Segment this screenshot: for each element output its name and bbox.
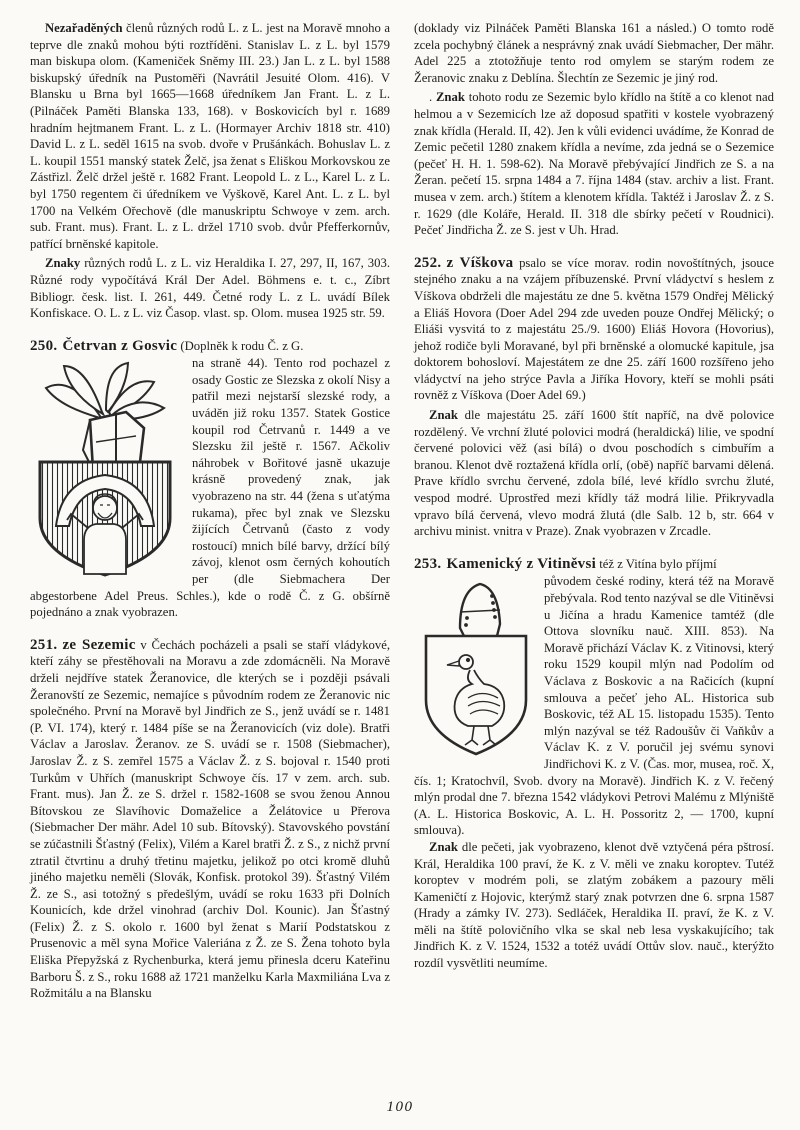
lead-word-znak: Znak — [429, 408, 458, 423]
section-heading — [414, 255, 513, 271]
lead-word-nezaradenych: Nezařaděných — [45, 21, 123, 35]
section-heading — [30, 338, 177, 354]
section-heading — [414, 556, 596, 572]
section-250-cetrvan-z-gosvic — [30, 338, 390, 621]
section-251-ze-sezemic — [30, 637, 390, 1002]
section-intro: (Doplněk k rodu Č. z G. — [180, 338, 304, 353]
section-text: původem české rodiny, která též na Moravě přebývala. Rod tento nazýval se dle Vitiněvsi u Jičína a hradu Kamenice tamtéž (dle Ottova slovníku nauč. XIII. 853). Na Moravě přichází Václav K. z Vitinovsi, který roku 1529 koupil mlýn nad Podolím od Václava z Boskovic a na Račicích (kupní smlouva a pečeť jeho AL. Historica sub Boskovic, též AL 15. listopadu 1535). Tento mlýn nazýval se též Radoušův či Vaňkův a Václav K. z V. poručil jej svému synovi Jindřichovi K. z V. (Čas. mor, musea, roč. X, čís. 1; Kratochvíl, Svob. dvory na Moravě). Jindřich K. z V. řečený mlýn prodal dne 7. března 1542 vládykovi Petrovi Malému z Mlýniště (A. L. Historica Boskovic, A. L. H. Possoritz 2, — 1700, kupní smlouva). — [414, 574, 774, 838]
section-title: Četrvan z Gosvic — [62, 337, 178, 354]
section-intro: též z Vitína bylo příjmí — [599, 556, 717, 571]
shield-with-monk — [40, 462, 170, 575]
section-number: 253. — [414, 555, 442, 572]
paragraph-text: (doklady viz Pilnáček Paměti Blanska 161 a násled.) O tomto rodě zcela pochybný článek a nesprávný znak uvádí Siebmacher, Der mähr. Adel 225 a ztotožňuje tento rod omylem se starým rodem ze Žeranovic znaku z Deblína. Šlechtín ze Sezemic je jiný rod. — [414, 21, 774, 85]
paragraph-text: dle majestátu 25. září 1600 štít napříč, na dvě polovice rozdělený. Ve vrchní žluté polovici modrá (heraldická) lilie, ve spodní červené polovici věž (asi bílá) o dvou poschodích s cimbuřím a branou. Klenot dvě roztažená křídla orlí, (obě) napříč barvami dělená. Prave křídlo svrchu červené, zdola bílé, levé křídlo svrchu žluté, vespod modré. Uprostřed mezi křídly táž modrá lilie. Přikryvadla vpravo bílá červená, vlevo modrá žlutá (dle Salb. 12 b, str. 664 v archivu minist. vnitra v Praze). Znak vyobrazen v Zrcadle. — [414, 408, 774, 539]
section-253-kamenicky-z-vitinevsi — [414, 556, 774, 839]
section-title: ze Sezemic — [62, 636, 136, 653]
section-title: z Víškova — [446, 254, 514, 271]
shield-with-goose — [426, 636, 526, 754]
section-text: na straně 44). Tento rod pochazel z osady Gostic ze Slezska z okolí Nisy a patřil mezi nejstarší slezské rody, a uváděn již roku 1357. Statek Gostice koupil rod Četrvanů r. 1449 a ve Slezsku žil ještě r. 1567. Ačkoliv náhrobek v Bořitové jasně ukazuje krásně provedený znak, jak vyobrazeno na str. 44 (žena s uťatýma rukama), přec byl znak ve Slezsku žijících Četrvanů (často z vody rostoucí) mnich bílé barvy, držící bílý závoj, klenot osm černých kohoutích per (dle Siebmachera Der abgestorbene Adel Preus. Schles.), kde o rodě Č. z G. obšírně pojednáno a znak vyobrazen. — [30, 356, 390, 620]
page-number: 100 — [386, 1099, 414, 1115]
helm-plumes — [46, 363, 164, 420]
section-251-paragraph — [30, 637, 390, 1002]
paragraph-blansko-continuation — [414, 20, 774, 86]
paragraph-unassigned-members — [30, 20, 390, 252]
section-250-body — [30, 355, 390, 621]
section-number: 252. — [414, 254, 442, 271]
tilted-helm — [460, 584, 500, 640]
section-253-heading — [414, 556, 774, 573]
section-252-z-viskova — [414, 255, 774, 404]
section-heading — [30, 637, 136, 653]
section-text: psalo se více morav. rodin novoštítných, jsouce stejného znaku a na vzájem příbuzenské. První vládyctví s heslem z Víškova obdrželi dle majestátu ze dne 5. května 1579 Ondřej Mělický a Eliáš Hovora (Doer Adel 294 zde uveden pouze Ondřej Mělický; o Eliáši vysvitá to z majestátu 25./9. 1600) Eliáš Hovora (Hovorius), jehož rodiče byli Moravané, byl při brněnské a olomucké kapitule, jsa doktorem bohosloví. Majestátem ze dne 25. září 1600 rozšířeno jeho vládyctví na jeho strýce Pavla a Jiříka Hovory, kteří se mohli psáti rovněž z Víškova (Doer Adel 69.) — [414, 255, 774, 403]
right-column — [414, 20, 774, 1005]
paragraph-znak-kamenicky — [414, 839, 774, 972]
coat-of-arms-goose-illustration — [420, 576, 532, 762]
section-number: 251. — [30, 636, 58, 653]
paragraph-text: členů různých rodů L. z L. jest na Moravě mnoho a teprve dle znaků mohou býti roztříděni. Stanislav L. z L. byl 1579 man biskupa olom. (Kameniček Sněmy III. 23.) Jan L. z L. byl 1588 biskupský úředník na Pustoměři (Navrátil Jesuité Olom. 416). V Blansku u Brna byl 1665—1668 úředníkem Jan Frant. L. z L. (Pilnáček Paměti Blanska 133, 168). v Boskovicích byl r. 1689 hradním hejtmanem Frant. L. z L. (Hormayer Archiv 1818 str. 410) David L. z L. seděl 1615 na svob. dvoře v Prušánkách. Bohuslav L. z L. koupil 1551 manský statek Želč, jsa ženat s Eliškou Morkovskou ze Zástřizl. Želč držel ještě r. 1682 Frant. Leopold L. z L., Karel L. z L. byl 1750 regentem či úředníkem ve Vyškově, Karel Ant. L. z L. byl 1700 na Velkém Ořechově (dle manuskriptu Schwoye v zem. arch. sub. Frant. mus). Frant. L. z L. držel 1710 svob. dvůr Pfefferkornův, patřící brněnské kapitole. — [30, 21, 390, 251]
section-252-paragraph — [414, 255, 774, 404]
section-number: 250. — [30, 337, 58, 354]
coat-of-arms-monk-illustration — [30, 358, 180, 578]
paragraph-znak-viskov — [414, 407, 774, 540]
lead-word-znaky: Znaky — [45, 256, 81, 271]
paragraph-text: tohoto rodu ze Sezemic bylo křídlo na štítě a co klenot nad helmou a v Sezemicích lze až doposud spatřiti v kostele vyobrazený znak křídla (Herald. II, 42). Jen k vůli evidenci uvádíme, že Konrad de Zemic pečetil 1280 znakem křídla a nevíme, zda jedná se o Sezemice (pečeť H. H. 1. 598-62). Na Moravě přebývající Jindřich ze S. a na Žeran. pečetí 15. srpna 1484 a 7. října 1484 (stav. archiv a list. Frant. musea v zem. arch.) štítem a klenotem křídla. Taktéž i Jaroslav Ž. z S. r. 1629 (dle Koláře, Herald. II. 318 dle sbírky pečetí v Roudnici). Pečeť Jindřicha Ž. ze S. jest v Uh. Hrad. — [414, 90, 774, 238]
stray-mark: . — [429, 90, 436, 105]
lead-word-znak: Znak — [435, 90, 465, 105]
section-title: Kamenický z Vitiněvsi — [446, 555, 597, 572]
paragraph-znak-sezemic — [414, 89, 774, 238]
text-columns — [30, 20, 774, 1005]
section-253-body — [414, 573, 774, 839]
lead-word-znak: Znak — [429, 839, 458, 854]
left-column — [30, 20, 390, 1005]
paragraph-text: různých rodů L. z L. viz Heraldika I. 27, 297, II, 167, 303. Různé rody vypočítává Král Der Adel. Böhmens e. t. c., Zíbrt Bibliogr. česk. list. I. 261, 449. Četné rody L. z L. uvádí Bílek Konfiskace. O. L. z L. viz Časop. vlast. sp. Olom. musea 1925 str. 59. — [30, 256, 390, 321]
section-text: v Čechách pocházeli a psali se staří vládykové, kteří záhy se přestěhovali na Moravu a zde zdomácněli. Na Moravě drželi nejdříve statek Žeranovice, dle kterých se i později psávali Žeranovští ze Sezemic, nemajíce s původním rodem ze Žeranovic nic společného. První na Moravě byl Jindřich ze S., jenž uvádí se r. 1481 (P. VI. 174), který r. 1484 píše se na Žeranovicích (viz dole). Bratři Václav a Jaroslav. Žeranov. ze S. uvádí se r. 1508 (Siebmacher), Jaroslav Ž. z S. zemřel 1575 a Václav Ž. z S. bojoval r. 1540 proti Turkům v Uhřích (manuskript Schwoye čís. 17 v zem. arch. sub. Frant. mus). Jan Ž. ze S. držel r. 1582-1608 se svou ženou Annou Bítovskou ze Slavíhovic Domaželice a Želátovice u Přerova (Siebmacher Der mähr. Adel 10 sub. Bítovský). Stavovského povstání se zúčastnili Šťastný (Felix), Vilém a Karel bratři Ž. z S., z nichž první ztratil čtvrtinu a druhý třetinu majetku, jelikož po otci kromě dluhů jiného majetku neměli (Slovák, Konfisk. protokol 39). Šťastný Vilém Ž. ze S., asi totožný s předešlým, uvádí se roku 1633 při Dolních Kounicích, kde držel vinohrad (archiv Dol. Kounic). Jan Šťastný (Felix) Ž. z S. okolo r. 1600 byl ženat s Marií Podstatskou z Prusenovic a měl syna Mořice Valeriána z Ž. ze S. Žena tohoto byla Eliška Přepyžská z Rychenburka, která jemu přinesla dceru Kateřinu Barboru Š. z S., roku 1688 až 1721 manželku Karla Maxmiliána Lva z Rožmitálu a na Blansku — [30, 637, 391, 1001]
paragraph-znaky-reference — [30, 255, 390, 321]
paragraph-text: dle pečeti, jak vyobrazeno, klenot dvě vztyčená péra pštrosí. Král, Heraldika 100 praví, že K. z V. měli ve znaku koroptev. Tutéž koroptev v modrém poli, se zlatým zobákem a pazoury měli Kameničtí z Hojovic, kterýmž starý znak potvrzen dne 6. srpna 1587 (Hrady a zámky IV. 273). Sedláček, Heraldika II. praví, že K. z V. měli na štítě polovičního vlka se skal neb lesa vyskakujícího; tak Jindřich K. z V. 1524, 1532 a totéž uvádí Ottův slov. nauč., kterýžto rozdíl vysvětliti neumíme. — [414, 839, 774, 971]
section-250-heading — [30, 338, 390, 355]
